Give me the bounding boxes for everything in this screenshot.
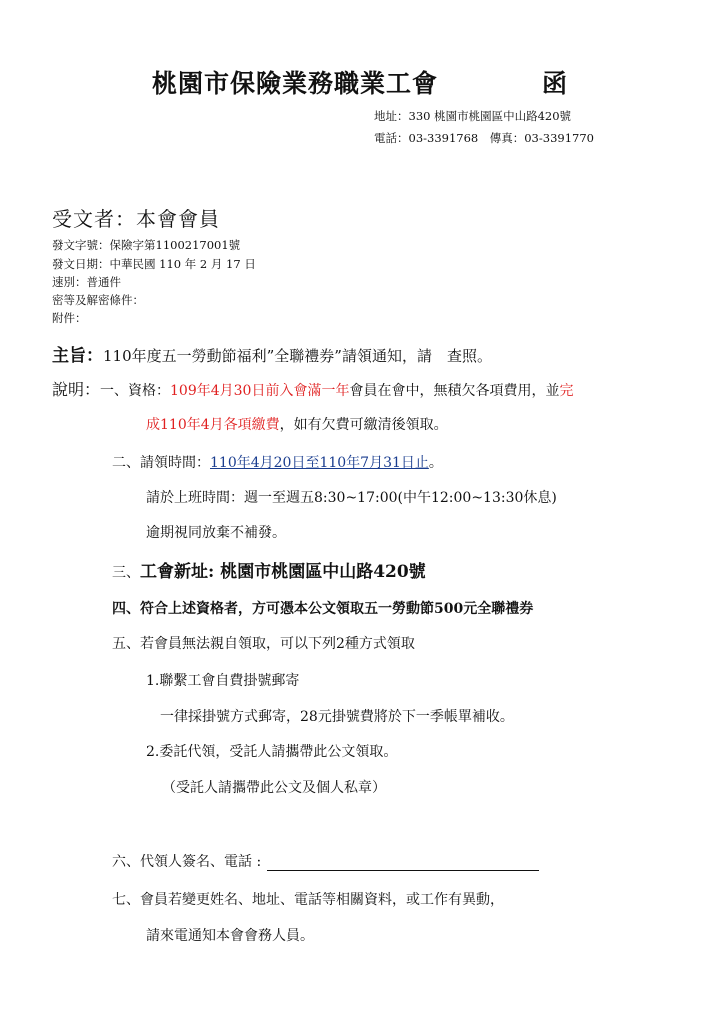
item-1-prefix: 一、資格：	[100, 383, 171, 399]
urgency: 速別：普通件	[52, 275, 121, 289]
office-hours: 請於上班時間：週一至週五8:30~17:00(中午12:00~13:30休息)	[146, 490, 557, 506]
payment-requirement: 成110年4月各項繳費	[146, 417, 280, 433]
item-3-prefix: 三、	[112, 565, 140, 581]
doc-date: 發文日期：中華民國 110 年 2 月 17 日	[52, 257, 256, 271]
eligibility-highlight: 109年4月30日前入會滿一年	[170, 383, 350, 399]
security-level: 密等及解密條件：	[52, 293, 144, 307]
item-5-line: 五、若會員無法親自領取，可以下列2種方式領取	[112, 636, 415, 652]
doc-number: 發文字號：保險字第1100217001號	[52, 238, 241, 252]
item-3-line	[112, 557, 426, 582]
eligibility-highlight-2: 完	[559, 383, 574, 399]
item-1-line-2	[146, 414, 448, 434]
org-title: 桃園市保險業務職業工會	[152, 69, 439, 98]
item-6-line	[112, 851, 539, 871]
option-1: 1.聯繫工會自費掛號郵寄	[146, 673, 300, 689]
option-1-detail: 一律採掛號方式郵寄，28元掛號費將於下一季帳單補收。	[160, 709, 514, 725]
item-1-line-1	[52, 377, 573, 400]
subject-text: 110年度五一勞動節福利”全聯禮券”請領通知，請 查照。	[103, 347, 492, 365]
option-2-detail: （受託人請攜帶此公文及個人私章）	[162, 780, 386, 796]
subject-line	[52, 341, 492, 366]
attachments: 附件：	[52, 311, 87, 325]
signature-blank-line[interactable]	[267, 856, 539, 871]
signature-label: 六、代領人簽名、電話 :	[112, 854, 262, 870]
item-7-line-1: 七、會員若變更姓名、地址、電話等相關資料，或工作有異動，	[112, 892, 504, 908]
explanation-label: 說明：	[52, 380, 101, 399]
recipient: 受文者：本會會員	[52, 207, 220, 231]
document-type: 函	[542, 69, 568, 98]
org-address: 地址：330 桃園市桃園區中山路420號	[374, 109, 572, 123]
item-2-suffix: 。	[428, 455, 443, 471]
item-4-line: 四、符合上述資格者，方可憑本公文領取五一勞動節500元全聯禮券	[112, 601, 534, 617]
option-2: 2.委託代領，受託人請攜帶此公文領取。	[146, 744, 398, 760]
item-1-mid: 會員在會中，無積欠各項費用，並	[349, 383, 560, 399]
org-phone-fax: 電話：03-3391768 傳真：03-3391770	[374, 131, 594, 145]
item-2-prefix: 二、請領時間：	[112, 455, 210, 471]
expiry-note: 逾期視同放棄不補發。	[146, 525, 286, 541]
item-2-line-1	[112, 452, 443, 472]
claim-period: 110年4月20日至110年7月31日止	[210, 455, 429, 471]
new-address: 工會新址: 桃園市桃園區中山路420號	[140, 562, 426, 582]
item-7-line-2: 請來電通知本會會務人員。	[146, 928, 314, 944]
item-1-tail: ，如有欠費可繳清後領取。	[279, 417, 448, 433]
subject-label: 主旨：	[52, 346, 103, 366]
